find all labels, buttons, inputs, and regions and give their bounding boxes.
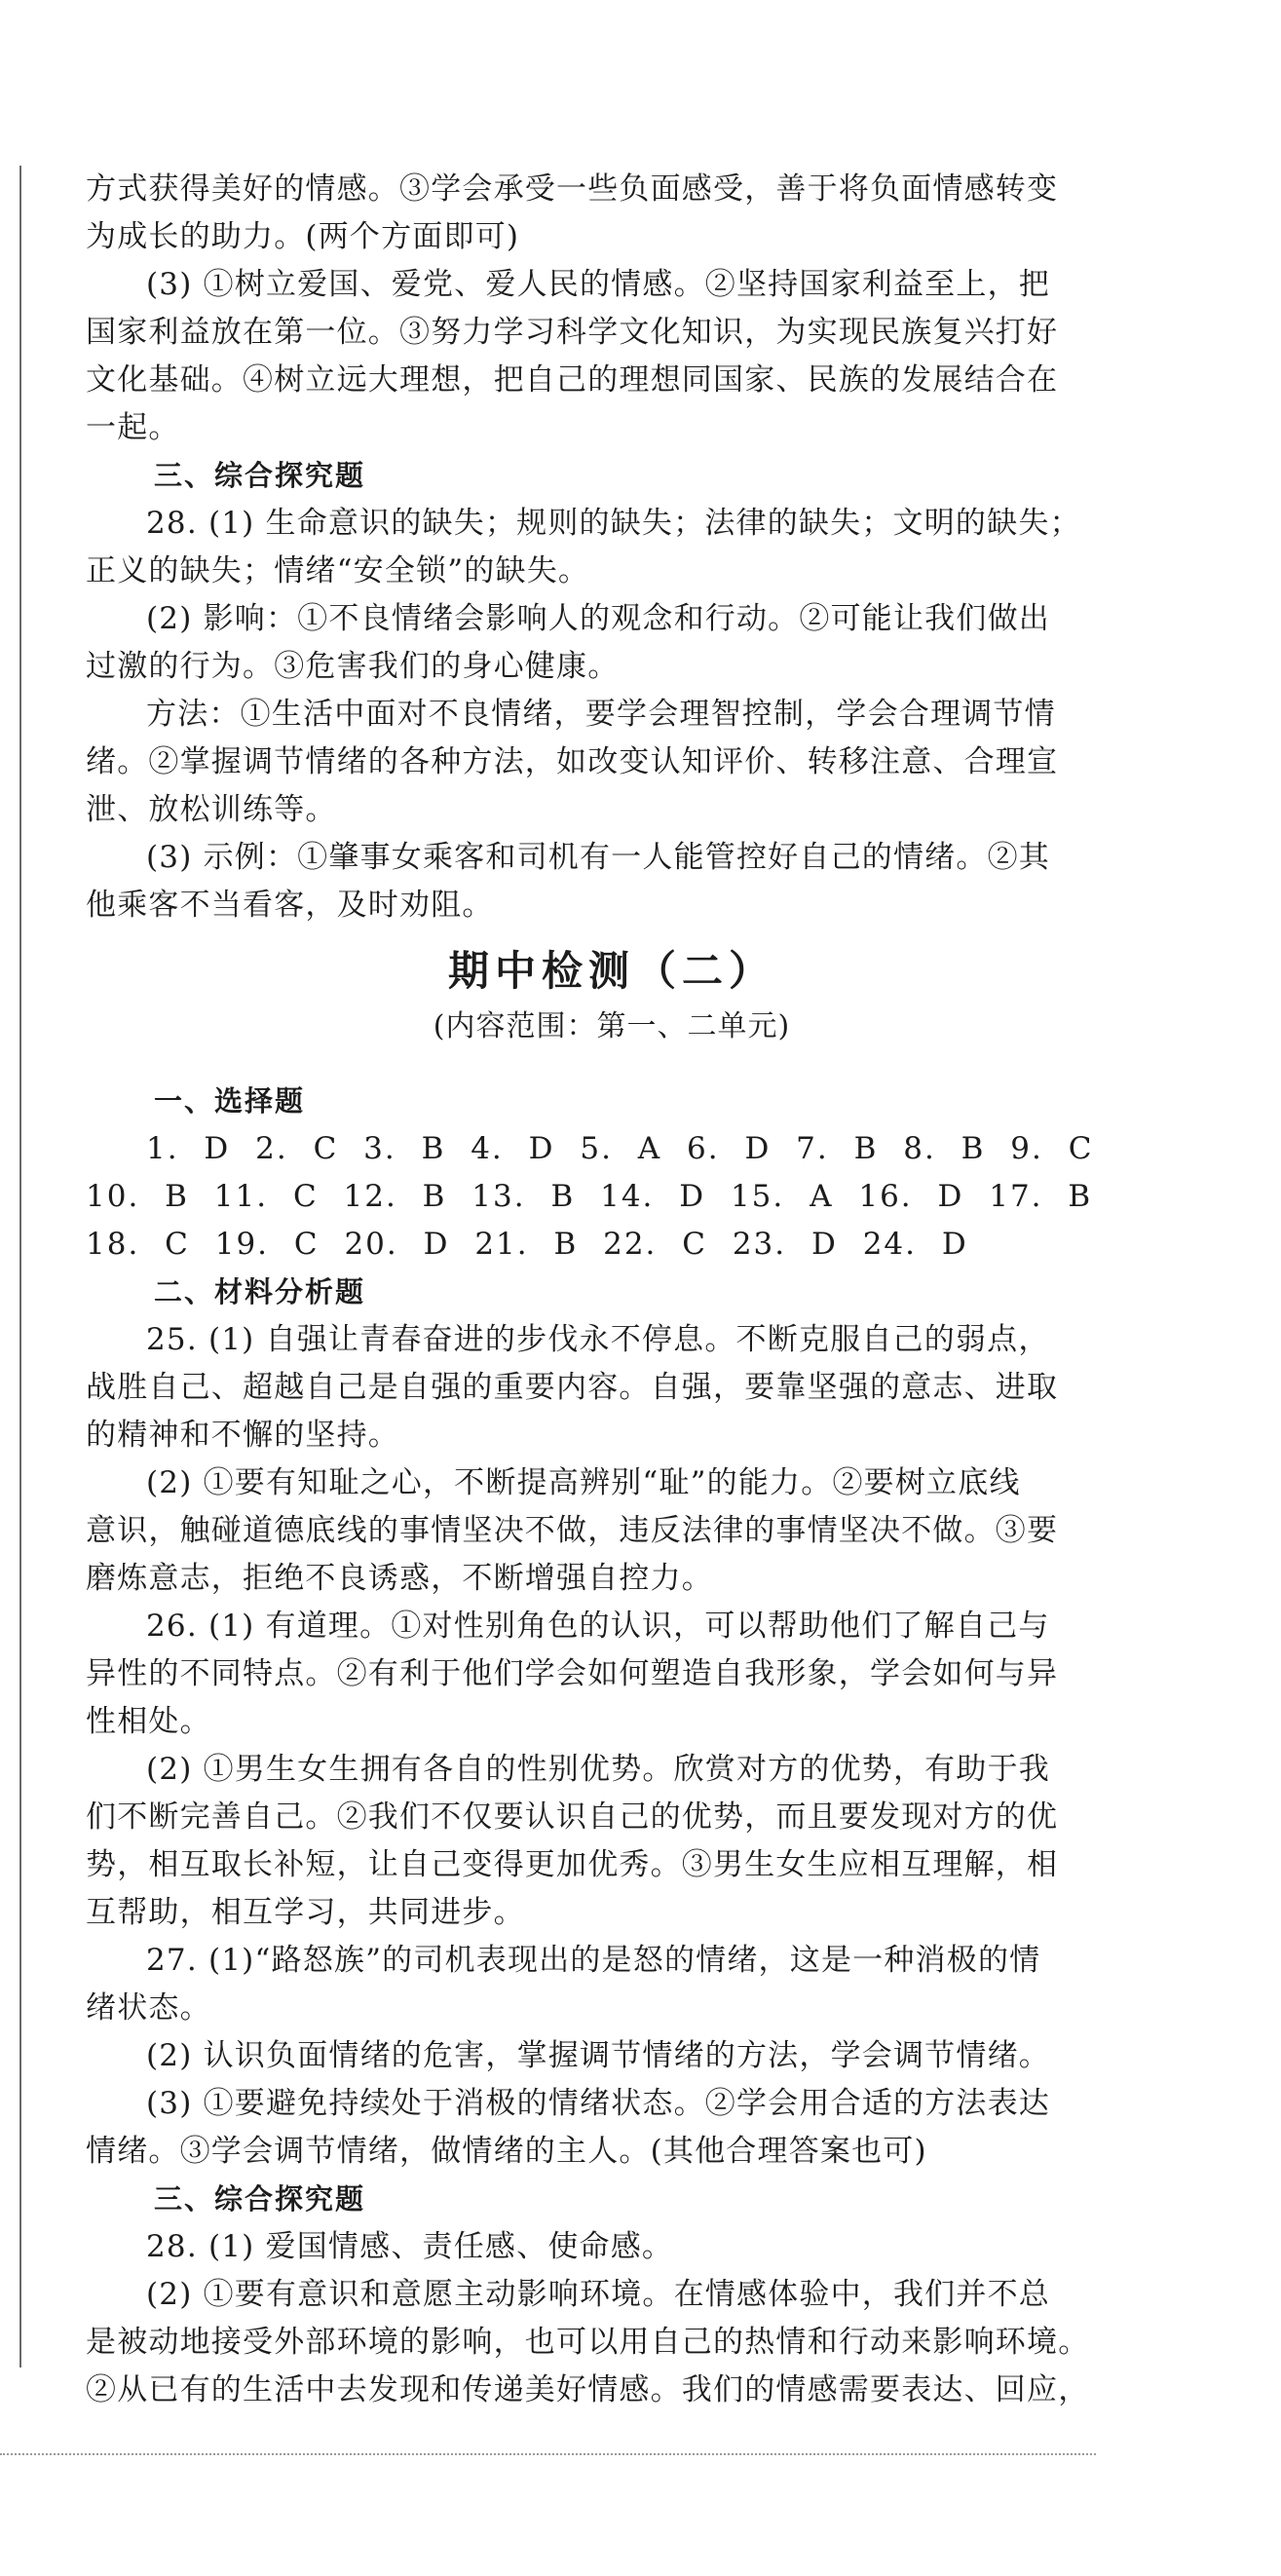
- text-line: 的精神和不懈的坚持。: [86, 1418, 399, 1453]
- section-heading: 二、材料分析题: [154, 1275, 366, 1308]
- text-line: 异性的不同特点。②有利于他们学会如何塑造自我形象，学会如何与异: [86, 1656, 1059, 1691]
- text-line: 25. (1) 自强让青春奋进的步伐永不停息。不断克服自己的弱点，: [146, 1322, 1050, 1357]
- bottom-dotted-rule: [0, 2453, 1096, 2455]
- text-line: 文化基础。④树立远大理想，把自己的理想同国家、民族的发展结合在: [86, 362, 1059, 398]
- text-line: 绪状态。: [86, 1990, 211, 2026]
- text-line: 28. (1) 生命意识的缺失；规则的缺失；法律的缺失；文明的缺失；: [146, 506, 1081, 541]
- text-line: (3) ①树立爱国、爱党、爱人民的情感。②坚持国家利益至上，把: [146, 267, 1050, 302]
- answer-line: 1. D 2. C 3. B 4. D 5. A 6. D 7. B 8. B 9. C: [146, 1131, 1094, 1166]
- text-line: (3) 示例：①肇事女乘客和司机有一人能管控好自己的情绪。②其: [146, 840, 1050, 875]
- text-line: (3) ①要避免持续处于消极的情绪状态。②学会用合适的方法表达: [146, 2086, 1050, 2121]
- text-line: 方式获得美好的情感。③学会承受一些负面感受，善于将负面情感转变: [86, 171, 1059, 207]
- text-line: 情绪。③学会调节情绪，做情绪的主人。(其他合理答案也可): [86, 2134, 927, 2169]
- section-heading: 一、选择题: [154, 1084, 306, 1118]
- text-line: 磨炼意志，拒绝不良诱惑，不断增强自控力。: [86, 1561, 713, 1596]
- text-line: 26. (1) 有道理。①对性别角色的认识，可以帮助他们了解自己与: [146, 1609, 1050, 1644]
- text-line: 为成长的助力。(两个方面即可): [86, 219, 520, 254]
- section-heading: 三、综合探究题: [154, 2182, 366, 2216]
- text-line: 性相处。: [86, 1704, 211, 1739]
- text-line: 27. (1)“路怒族”的司机表现出的是怒的情绪，这是一种消极的情: [146, 1943, 1041, 1978]
- text-line: 28. (1) 爱国情感、责任感、使命感。: [146, 2229, 674, 2264]
- text-line: 泄、放松训练等。: [86, 792, 337, 827]
- answer-line: 10. B 11. C 12. B 13. B 14. D 15. A 16. D 17. B: [86, 1179, 1093, 1214]
- text-line: 他乘客不当看客，及时劝阻。: [86, 888, 494, 923]
- text-line: 们不断完善自己。②我们不仅要认识自己的优势，而且要发现对方的优: [86, 1799, 1059, 1835]
- text-line: 过激的行为。③危害我们的身心健康。: [86, 649, 620, 684]
- text-line: 方法：①生活中面对不良情绪，要学会理智控制，学会合理调节情: [146, 697, 1056, 732]
- text-line: 正义的缺失；情绪“安全锁”的缺失。: [86, 553, 590, 588]
- answer-page: [86, 166, 1138, 2414]
- text-line: 一起。: [86, 410, 180, 445]
- page-title: 期中检测（二）: [447, 947, 775, 995]
- answer-line: 18. C 19. C 20. D 21. B 22. C 23. D 24. D: [86, 1227, 968, 1262]
- text-line: (2) ①要有意识和意愿主动影响环境。在情感体验中，我们并不总: [146, 2277, 1050, 2312]
- text-line: 势，相互取长补短，让自己变得更加优秀。③男生女生应相互理解，相: [86, 1847, 1059, 1882]
- page-subtitle: (内容范围：第一、二单元): [433, 1009, 791, 1043]
- text-line: 意识，触碰道德底线的事情坚决不做，违反法律的事情坚决不做。③要: [86, 1513, 1059, 1548]
- left-margin-rule: [19, 166, 21, 2368]
- text-line: ②从已有的生活中去发现和传递美好情感。我们的情感需要表达、回应，: [86, 2372, 1090, 2407]
- text-line: 互帮助，相互学习，共同进步。: [86, 1895, 525, 1930]
- text-line: 国家利益放在第一位。③努力学习科学文化知识，为实现民族复兴打好: [86, 315, 1059, 350]
- section-heading: 三、综合探究题: [154, 459, 366, 492]
- text-line: (2) 认识负面情绪的危害，掌握调节情绪的方法，学会调节情绪。: [146, 2038, 1050, 2073]
- text-line: 绪。②掌握调节情绪的各种方法，如改变认知评价、转移注意、合理宣: [86, 744, 1059, 779]
- text-line: 战胜自己、超越自己是自强的重要内容。自强，要靠坚强的意志、进取: [86, 1370, 1059, 1405]
- text-line: 是被动地接受外部环境的影响，也可以用自己的热情和行动来影响环境。: [86, 2325, 1090, 2360]
- spacer: [86, 1056, 1138, 1078]
- text-line: (2) ①要有知耻之心，不断提高辨别“耻”的能力。②要树立底线: [146, 1465, 1021, 1500]
- text-line: (2) 影响：①不良情绪会影响人的观念和行动。②可能让我们做出: [146, 601, 1050, 636]
- text-line: (2) ①男生女生拥有各自的性别优势。欣赏对方的优势，有助于我: [146, 1752, 1050, 1787]
